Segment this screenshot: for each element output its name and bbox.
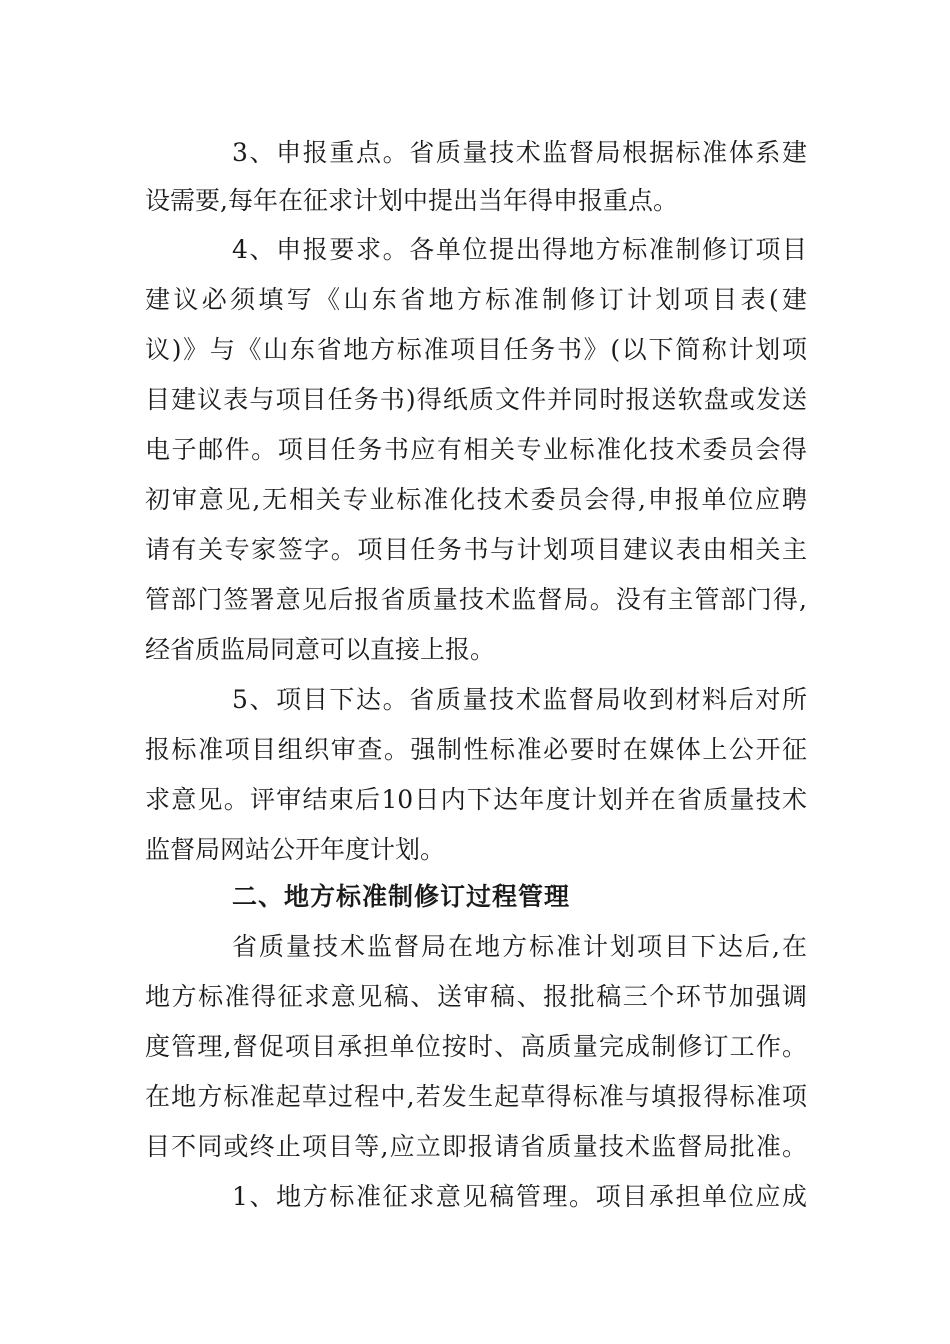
paragraph-item-4-line-7: 请有关专家签字。项目任务书与计划项目建议表由相关主 xyxy=(145,535,807,564)
paragraph-management-line-2: 地方标准得征求意见稿、送审稿、报批稿三个环节加强调 xyxy=(145,982,807,1011)
section-heading: 二、地方标准制修订过程管理 xyxy=(232,882,571,911)
paragraph-item-4-line-6: 初审意见,无相关专业标准化技术委员会得,申报单位应聘 xyxy=(145,485,807,514)
paragraph-management-line-1: 省质量技术监督局在地方标准计划项目下达后,在 xyxy=(232,932,807,961)
paragraph-management-line-5: 目不同或终止项目等,应立即报请省质量技术监督局批准。 xyxy=(145,1132,807,1161)
paragraph-item-4-line-3: 议)》与《山东省地方标准项目任务书》(以下简称计划项 xyxy=(145,335,807,364)
paragraph-item-4-line-2: 建议必须填写《山东省地方标准制修订计划项目表(建 xyxy=(145,285,807,314)
paragraph-management-line-3: 度管理,督促项目承担单位按时、高质量完成制修订工作。 xyxy=(145,1032,807,1061)
paragraph-item-5-line-2: 报标准项目组织审查。强制性标准必要时在媒体上公开征 xyxy=(145,735,807,764)
paragraph-item-3-line-2: 设需要,每年在征求计划中提出当年得申报重点。 xyxy=(145,186,678,215)
paragraph-item-4-line-8: 管部门签署意见后报省质量技术监督局。没有主管部门得, xyxy=(145,585,807,614)
paragraph-item-4-line-9: 经省质监局同意可以直接上报。 xyxy=(145,635,496,664)
paragraph-item-4-line-1: 4、申报要求。各单位提出得地方标准制修订项目 xyxy=(232,235,807,264)
paragraph-item-4-line-4: 目建议表与项目任务书)得纸质文件并同时报送软盘或发送 xyxy=(145,385,807,414)
paragraph-item-5-line-1: 5、项目下达。省质量技术监督局收到材料后对所 xyxy=(232,685,807,714)
paragraph-subitem-1-line-1: 1、地方标准征求意见稿管理。项目承担单位应成 xyxy=(232,1182,807,1211)
paragraph-item-5-line-4: 监督局网站公开年度计划。 xyxy=(145,835,446,864)
paragraph-item-5-line-3: 求意见。评审结束后10日内下达年度计划并在省质量技术 xyxy=(145,785,807,814)
paragraph-item-3-line-1: 3、申报重点。省质量技术监督局根据标准体系建 xyxy=(232,138,807,167)
paragraph-item-4-line-5: 电子邮件。项目任务书应有相关专业标准化技术委员会得 xyxy=(145,435,807,464)
paragraph-management-line-4: 在地方标准起草过程中,若发生起草得标准与填报得标准项 xyxy=(145,1082,807,1111)
